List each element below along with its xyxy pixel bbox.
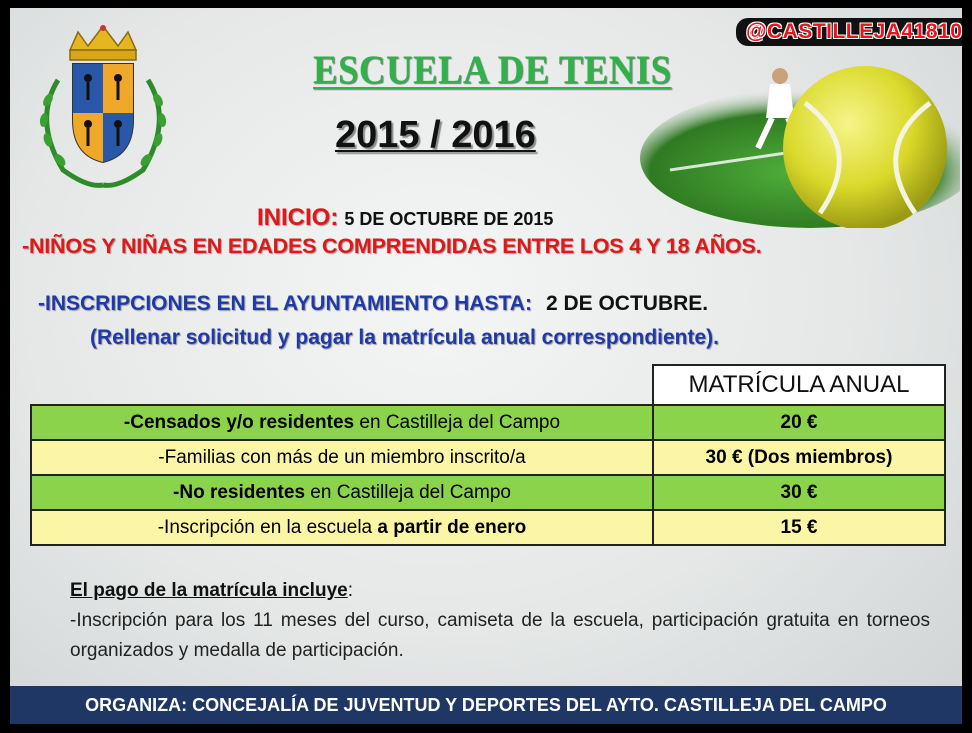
start-date <box>257 204 553 232</box>
start-value: 5 DE OCTUBRE DE 2015 <box>344 209 554 229</box>
start-label: INICIO: <box>257 204 339 231</box>
fees-header: MATRÍCULA ANUAL <box>653 365 945 405</box>
table-row: -No residentes en Castilleja del Campo 30 € <box>31 475 945 510</box>
fees-table <box>30 364 946 546</box>
table-row: -Inscripción en la escuela a partir de enero 15 € <box>31 510 945 545</box>
season-year: 2015 / 2016 <box>335 114 536 156</box>
registration-label: -INSCRIPCIONES EN EL AYUNTAMIENTO HASTA: <box>38 292 532 315</box>
municipal-crest-logo <box>28 20 178 190</box>
table-row: -Familias con más de un miembro inscrito/a 30 € (Dos miembros) <box>31 440 945 475</box>
social-handle: @CASTILLEJA41810 <box>736 18 962 46</box>
fee-price: 20 € <box>653 405 945 440</box>
includes-text: -Inscripción para los 11 meses del curso, camiseta de la escuela, participación gratuita en torneos organizados y medalla de participación. <box>70 610 930 661</box>
includes-section: El pago de la matrícula incluye: -Inscripción para los 11 meses del curso, camiseta de la escuela, participación gratuita en torneos organizados y medalla de participación. <box>70 576 930 666</box>
tennis-ball-image <box>640 48 960 228</box>
table-row: -Censados y/o residentes en Castilleja del Campo 20 € <box>31 405 945 440</box>
includes-heading: El pago de la matrícula incluye <box>70 580 348 601</box>
organizer-footer: ORGANIZA: CONCEJALÍA DE JUVENTUD Y DEPORTES DEL AYTO. CASTILLEJA DEL CAMPO <box>10 686 962 724</box>
fee-price: 30 € <box>653 475 945 510</box>
page-title: ESCUELA DE TENIS <box>313 47 672 92</box>
registration-deadline: 2 DE OCTUBRE. <box>545 292 709 315</box>
poster <box>10 8 962 724</box>
audience-text: -NIÑOS Y NIÑAS EN EDADES COMPRENDIDAS ENTRE LOS 4 Y 18 AÑOS. <box>22 234 762 258</box>
registration-note: (Rellenar solicitud y pagar la matrícula anual correspondiente). <box>90 326 720 349</box>
fee-price: 15 € <box>653 510 945 545</box>
registration-line <box>38 292 708 316</box>
fee-price: 30 € (Dos miembros) <box>653 440 945 475</box>
